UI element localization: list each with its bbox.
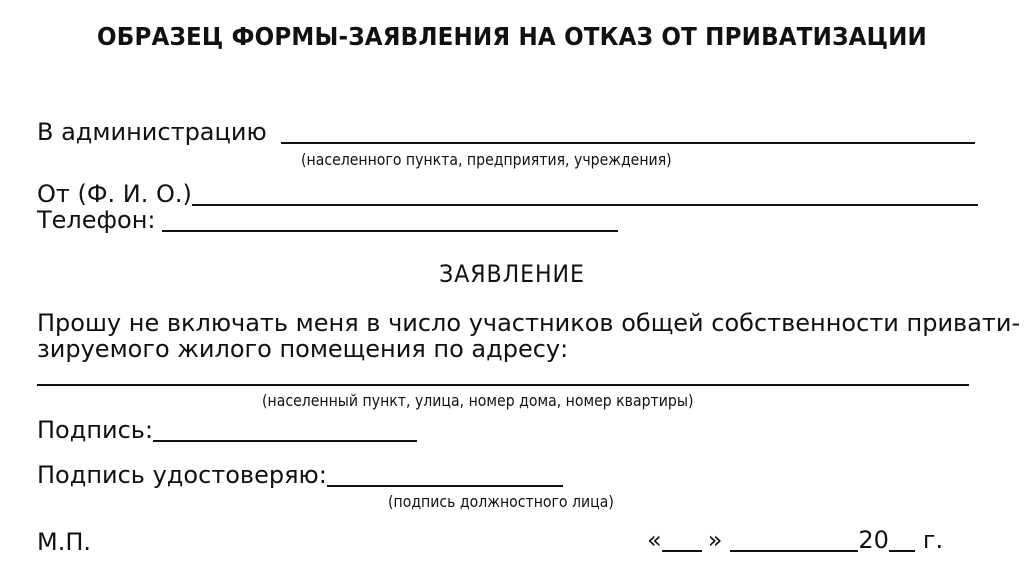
date-row bbox=[647, 528, 943, 552]
from-row bbox=[37, 180, 978, 206]
administration-blank[interactable] bbox=[281, 118, 975, 144]
month-blank[interactable] bbox=[730, 528, 858, 552]
phone-row bbox=[37, 206, 618, 232]
statement-heading: ЗАЯВЛЕНИЕ bbox=[439, 260, 585, 288]
statement-line-1: Прошу не включать меня в число участников общей собственности привати- bbox=[37, 309, 1021, 337]
administration-hint: (населенного пункта, предприятия, учреждения) bbox=[301, 150, 672, 169]
from-blank[interactable] bbox=[192, 180, 978, 206]
signature-blank[interactable] bbox=[153, 416, 417, 442]
from-label: От (Ф. И. О.) bbox=[37, 180, 192, 208]
date-open-quote: « bbox=[647, 526, 662, 554]
stamp-label: М.П. bbox=[37, 528, 92, 556]
document-title: ОБРАЗЕЦ ФОРМЫ-ЗАЯВЛЕНИЯ НА ОТКАЗ ОТ ПРИВАТИЗАЦИИ bbox=[97, 22, 927, 51]
address-hint: (населенный пункт, улица, номер дома, номер квартиры) bbox=[262, 391, 694, 410]
year-blank[interactable] bbox=[889, 528, 915, 552]
day-blank[interactable] bbox=[662, 528, 702, 552]
certify-label: Подпись удостоверяю: bbox=[37, 461, 327, 489]
statement-line-2: зируемого жилого помещения по адресу: bbox=[37, 335, 569, 363]
administration-row bbox=[37, 118, 975, 144]
administration-label: В администрацию bbox=[37, 118, 267, 146]
phone-label: Телефон: bbox=[37, 206, 156, 234]
date-century: 20 bbox=[858, 526, 889, 554]
phone-blank[interactable] bbox=[162, 206, 618, 232]
year-suffix: г. bbox=[922, 526, 944, 554]
certify-blank[interactable] bbox=[327, 461, 563, 487]
signature-row bbox=[37, 416, 417, 442]
date-close-quote: » bbox=[707, 526, 723, 554]
statement-text bbox=[37, 309, 1021, 363]
address-blank[interactable] bbox=[37, 364, 969, 386]
signature-label: Подпись: bbox=[37, 416, 154, 444]
official-hint: (подпись должностного лица) bbox=[388, 492, 614, 511]
certify-row bbox=[37, 461, 563, 487]
